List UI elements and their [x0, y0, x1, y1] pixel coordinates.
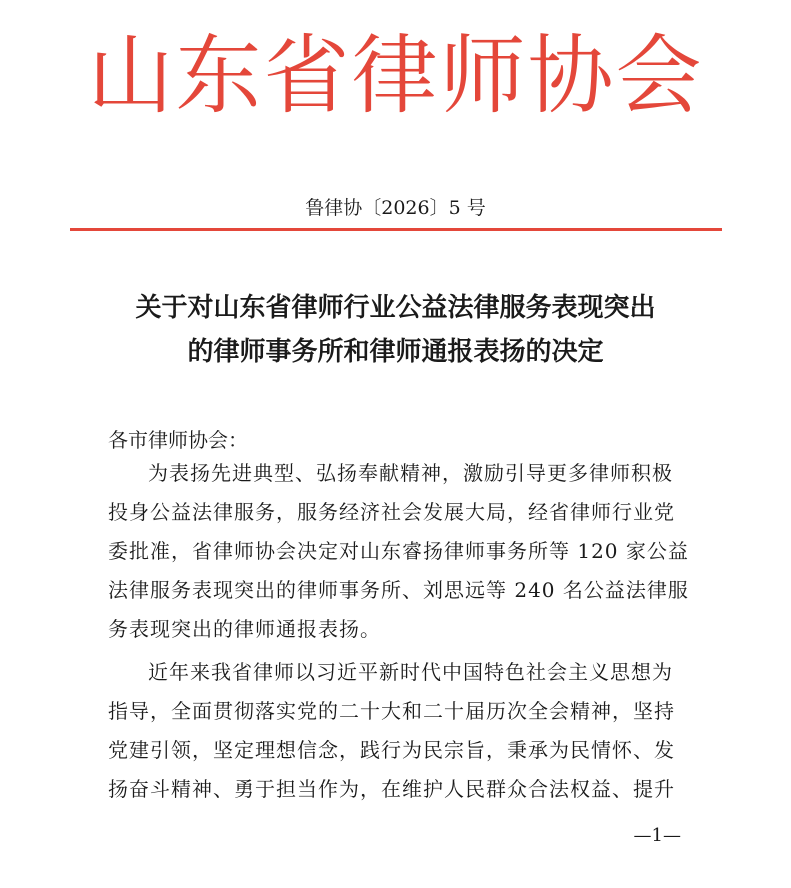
paragraph-1-line: 为表扬先进典型、弘扬奉献精神，激励引导更多律师积极	[148, 461, 673, 485]
paragraph-2-line: 近年来我省律师以习近平新时代中国特色社会主义思想为	[148, 660, 673, 684]
paragraph-1-line: 委批准，省律师协会决定对山东睿扬律师事务所等 120 家公益	[108, 539, 689, 563]
red-divider-line	[70, 228, 722, 231]
paragraph-2	[108, 653, 688, 809]
paragraph-2-line: 指导，全面贯彻落实党的二十大和二十届历次全会精神，坚持	[108, 699, 675, 723]
paragraph-1-line: 投身公益法律服务，服务经济社会发展大局，经省律师行业党	[108, 500, 675, 524]
paragraph-1-line: 法律服务表现突出的律师事务所、刘思远等 240 名公益法律服	[108, 578, 689, 602]
title-line-2: 的律师事务所和律师通报表扬的决定	[187, 337, 604, 367]
paragraph-2-line: 扬奋斗精神、勇于担当作为，在维护人民群众合法权益、提升	[108, 777, 675, 801]
page-number: —1—	[633, 825, 681, 846]
salutation: 各市律师协会：	[108, 428, 248, 452]
title-line-1: 关于对山东省律师行业公益法律服务表现突出	[135, 293, 656, 323]
document-number: 鲁律协〔2026〕5 号	[305, 197, 486, 219]
document-title	[0, 286, 791, 374]
paragraph-1-line: 务表现突出的律师通报表扬。	[108, 617, 381, 641]
paragraph-2-line: 党建引领，坚定理想信念，践行为民宗旨，秉承为民情怀、发	[108, 738, 675, 762]
paragraph-1	[108, 454, 688, 649]
issuer-masthead: 山东省律师协会	[87, 26, 704, 126]
